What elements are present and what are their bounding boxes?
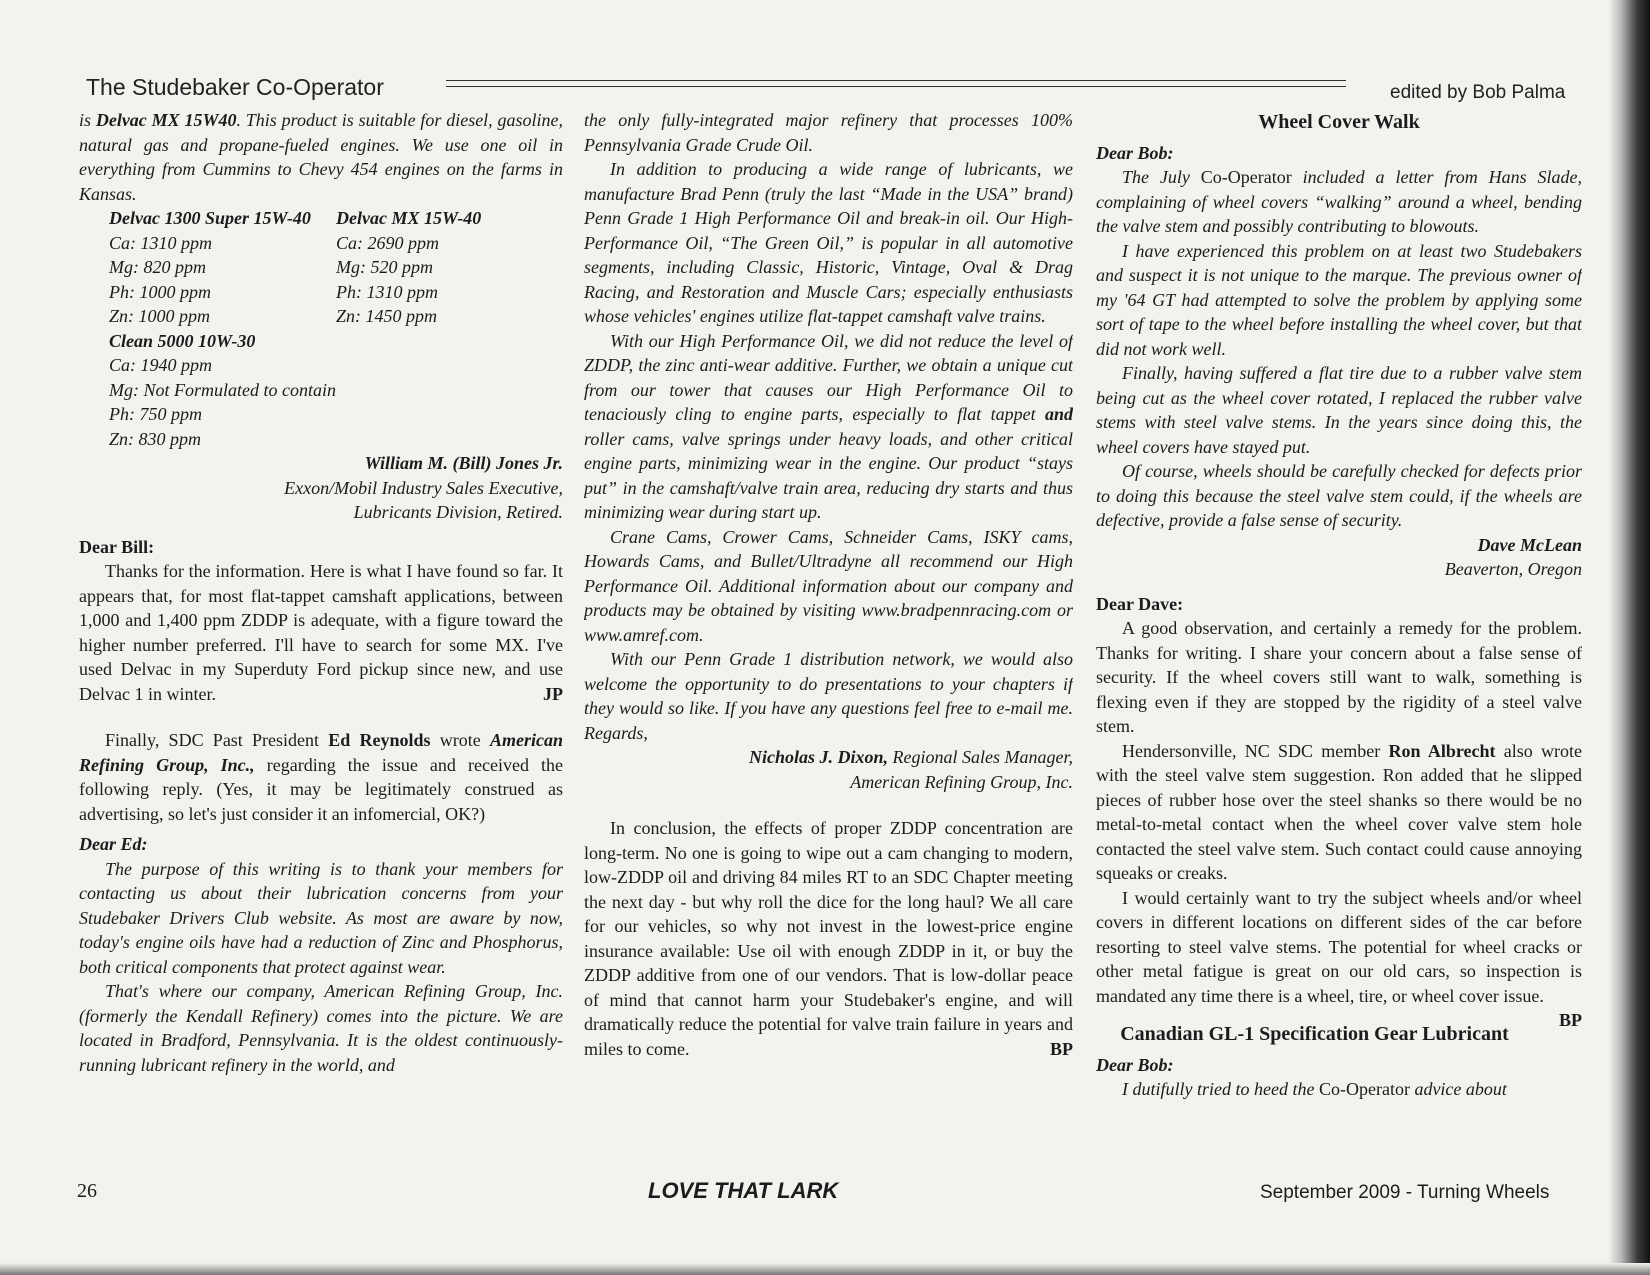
scan-bottom-edge bbox=[0, 1263, 1650, 1275]
emphasis-text: William M. (Bill) Jones Jr. bbox=[364, 453, 563, 473]
paragraph: With our Penn Grade 1 distribution network, we would also welcome the opportunity to do presentations to your chapters if they would so like. If you have any questions feel free to e-mail me. Regards, bbox=[584, 649, 1073, 743]
emphasis-text: Co-Operator bbox=[1200, 167, 1292, 187]
salutation: Dear Dave: bbox=[1096, 593, 1184, 614]
spec-value: Ph: 1000 ppm bbox=[109, 281, 211, 302]
running-header-title: The Studebaker Co-Operator bbox=[86, 74, 384, 100]
spec-value: Mg: 820 ppm bbox=[109, 257, 206, 277]
signature-line: American Refining Group, Inc. bbox=[850, 771, 1073, 792]
emphasis-text: Dave McLean bbox=[1477, 534, 1582, 555]
column-1 bbox=[79, 108, 563, 1168]
oil-name: Delvac MX 15W-40 bbox=[336, 208, 482, 228]
paragraph: is Delvac MX 15W40. This product is suitable for diesel, gasoline, natural gas and propane-fueled engines. We use one oil in everything from Cummins to Chevy 454 engines on the farms in Kansas. bbox=[79, 110, 563, 204]
paragraph: With our High Performance Oil, we did not reduce the level of ZDDP, the zinc anti-wear additive. Further, we obtain a unique cut from our tower that causes our High Performance Oil to tenaciously cling to engine parts, especially to flat tappet and roller cams, valve springs under heavy loads, and other critical engine parts, minimizing wear in the engine. Our product “stays put” in the camshaft/valve train area, reducing dry starts and thus minimizing wear during start up. bbox=[584, 330, 1073, 522]
section-heading: Canadian GL-1 Specification Gear Lubricant bbox=[1120, 1023, 1509, 1045]
spec-value: Zn: 1000 ppm bbox=[109, 306, 211, 326]
paragraph: Finally, SDC Past President Ed Reynolds wrote American Refining Group, Inc., regarding the issue and received the following reply. (Yes, it may be legitimately construed as advertising, so let's just consider it an infomercial, OK?) bbox=[79, 730, 563, 824]
salutation: Dear Bob: bbox=[1096, 1054, 1174, 1075]
emphasis-text: Co-Operator bbox=[1318, 1079, 1410, 1099]
spec-value: Ph: 1310 ppm bbox=[336, 281, 438, 302]
author-initials: BP bbox=[1558, 1010, 1582, 1030]
salutation: Dear Ed: bbox=[79, 834, 148, 854]
paragraph: Finally, having suffered a flat tire due to a rubber valve stem being cut as the wheel cover rotated, I replaced the rubber valve stems with steel valve stems. In the years since doing this, the wheel covers have stayed put. bbox=[1096, 363, 1582, 457]
paragraph: The purpose of this writing is to thank your members for contacting us about their lubrication concerns from your Studebaker Drivers Club website. As most are aware by now, today's engine oils have had a reduction of Zinc and Phosphorus, both critical components that protect against wear. bbox=[79, 858, 563, 977]
spec-value: Zn: 830 ppm bbox=[109, 428, 202, 449]
column-3 bbox=[1096, 108, 1582, 1168]
header-double-rule bbox=[446, 80, 1346, 87]
paragraph: Crane Cams, Crower Cams, Schneider Cams, ISKY cams, Howards Cams, and Bullet/Ultradyne all recommend our High Performance Oil. Additional information about our company and products may be obtained by visiting www.bradpennracing.com or www.amref.com. bbox=[584, 526, 1073, 645]
section-heading: Wheel Cover Walk bbox=[1258, 111, 1420, 133]
footer-slogan: LOVE THAT LARK bbox=[648, 1178, 839, 1203]
oil-spec-column bbox=[109, 206, 336, 329]
oil-spec-table bbox=[79, 206, 563, 329]
page-number: 26 bbox=[77, 1180, 97, 1202]
scan-edge-shadow bbox=[1608, 0, 1650, 1275]
spec-value: Ph: 750 ppm bbox=[109, 404, 202, 424]
signature-line bbox=[79, 451, 563, 476]
paragraph: In conclusion, the effects of proper ZDDP concentration are long-term. No one is going to wipe out a cam changing to modern, low-ZDDP oil and driving 84 miles RT to an SDC Chapter meeting the next day - but why roll the dice for the long haul? We all care for our vehicles, so why not invest in the lowest-price engine insurance available: Use oil with enough ZDDP in it, or buy the ZDDP additive from one of our vendors. That is low-dollar peace of mind that cannot harm your Studebaker's engine, and will dramatically reduce the potential for valve train failure in years and miles to come. BP bbox=[584, 816, 1073, 1061]
paragraph: I have experienced this problem on at least two Studebakers and suspect it is not unique to the marque. The previous owner of my '64 GT had attempted to solve the problem by applying some sort of tape to the wheel before installing the wheel cover, but that did not work well. bbox=[1096, 240, 1582, 359]
oil-spec-column bbox=[336, 206, 563, 329]
author-initials: JP bbox=[543, 683, 563, 704]
spec-value: Ca: 2690 ppm bbox=[336, 232, 439, 253]
signature-line: Nicholas J. Dixon, Regional Sales Manager, bbox=[748, 747, 1073, 767]
paragraph: In addition to producing a wide range of lubricants, we manufacture Brad Penn (truly the last “Made in the USA” brand) Penn Grade 1 High Performance Oil and break-in oil. Our High-Performance Oil, “The Green Oil,” is popular in all automotive segments, including Classic, Historic, Vintage, Oval & Drag Racing, and Restoration and Muscle Cars; especially enthusiasts whose vehicles' engines utilize flat-tappet camshaft valve trains. bbox=[584, 159, 1073, 326]
emphasis-text: Ron Albrecht bbox=[1388, 740, 1496, 761]
paragraph: That's where our company, American Refining Group, Inc. (formerly the Kendall Refinery) comes into the picture. We are located in Bradford, Pennsylvania. It is the oldest continuously-running lubricant refinery in the world, and bbox=[79, 981, 563, 1075]
paragraph: The July Co-Operator included a letter from Hans Slade, complaining of wheel covers “walking” around a wheel, bending the valve stem and possibly contributing to blowouts. bbox=[1096, 167, 1582, 236]
paragraph: Hendersonville, NC SDC member Ron Albrecht also wrote with the steel valve stem suggestion. Ron added that he slipped pieces of rubber hose over the steel shanks so there would be no metal-to-metal contact when the wheel cover valve stem hole contacted the steel valve stem. Such contact could cause annoying squeaks or creaks. bbox=[1096, 740, 1582, 883]
paragraph: Thanks for the information. Here is what I have found so far. It appears that, for most flat-tappet camshaft applications, between 1,000 and 1,400 ppm ZDDP is adequate, with a figure toward the higher number preferred. I'll have to search for some MX. I've used Delvac in my Superduty Ford pickup since new, and use Delvac 1 in winter. JP bbox=[79, 559, 563, 706]
running-header-editor: edited by Bob Palma bbox=[1390, 82, 1566, 103]
author-initials: BP bbox=[1049, 1038, 1073, 1059]
oil-spec-column bbox=[109, 329, 369, 452]
spec-value: Zn: 1450 ppm bbox=[336, 306, 438, 326]
paragraph: the only fully-integrated major refinery that processes 100% Pennsylvania Grade Crude Oil. bbox=[584, 110, 1073, 155]
signature-line: Exxon/Mobil Industry Sales Executive, bbox=[284, 477, 563, 498]
emphasis-text: and bbox=[1044, 404, 1073, 424]
signature-line: Beaverton, Oregon bbox=[1444, 559, 1582, 579]
footer-issue: September 2009 - Turning Wheels bbox=[1260, 1182, 1550, 1203]
signature-line bbox=[1096, 533, 1582, 558]
paragraph: I dutifully tried to heed the Co-Operator advice about bbox=[1122, 1079, 1507, 1099]
emphasis-text: Delvac MX 15W40 bbox=[95, 110, 237, 130]
emphasis-text: Ed Reynolds bbox=[328, 730, 431, 750]
spec-value: Mg: 520 ppm bbox=[336, 257, 433, 277]
signature-line: Lubricants Division, Retired. bbox=[353, 502, 563, 522]
paragraph: I would certainly want to try the subject wheels and/or wheel covers in different locations on different sides of the car before resorting to steel valve stems. The potential for wheel cracks or other metal fatigue is great on our old cars, so inspection is mandated any time there is a wheel, tire, or wheel cover issue. BP bbox=[1096, 886, 1582, 1009]
paragraph: Of course, wheels should be carefully checked for defects prior to doing this because the steel valve stem could, if the wheels are defective, provide a false sense of security. bbox=[1096, 461, 1582, 530]
salutation: Dear Bob: bbox=[1096, 142, 1174, 163]
emphasis-text: Nicholas J. Dixon, bbox=[748, 747, 889, 767]
emphasis-text: American Refining Group, Inc., bbox=[79, 730, 563, 775]
salutation: Dear Bill: bbox=[79, 536, 155, 557]
oil-name: Clean 5000 10W-30 bbox=[109, 330, 256, 351]
paragraph: A good observation, and certainly a remedy for the problem. Thanks for writing. I share your concern about a false sense of security. If the wheel covers still want to walk, something is flexing even if they are stopped by the rigidity of a steel valve stem. bbox=[1096, 618, 1582, 736]
column-2 bbox=[584, 108, 1073, 1168]
spec-value: Ca: 1310 ppm bbox=[109, 232, 212, 253]
spec-value: Mg: Not Formulated to contain bbox=[109, 379, 336, 400]
oil-spec-table bbox=[79, 329, 563, 452]
spec-value: Ca: 1940 ppm bbox=[109, 355, 212, 375]
oil-name: Delvac 1300 Super 15W-40 bbox=[109, 208, 311, 228]
